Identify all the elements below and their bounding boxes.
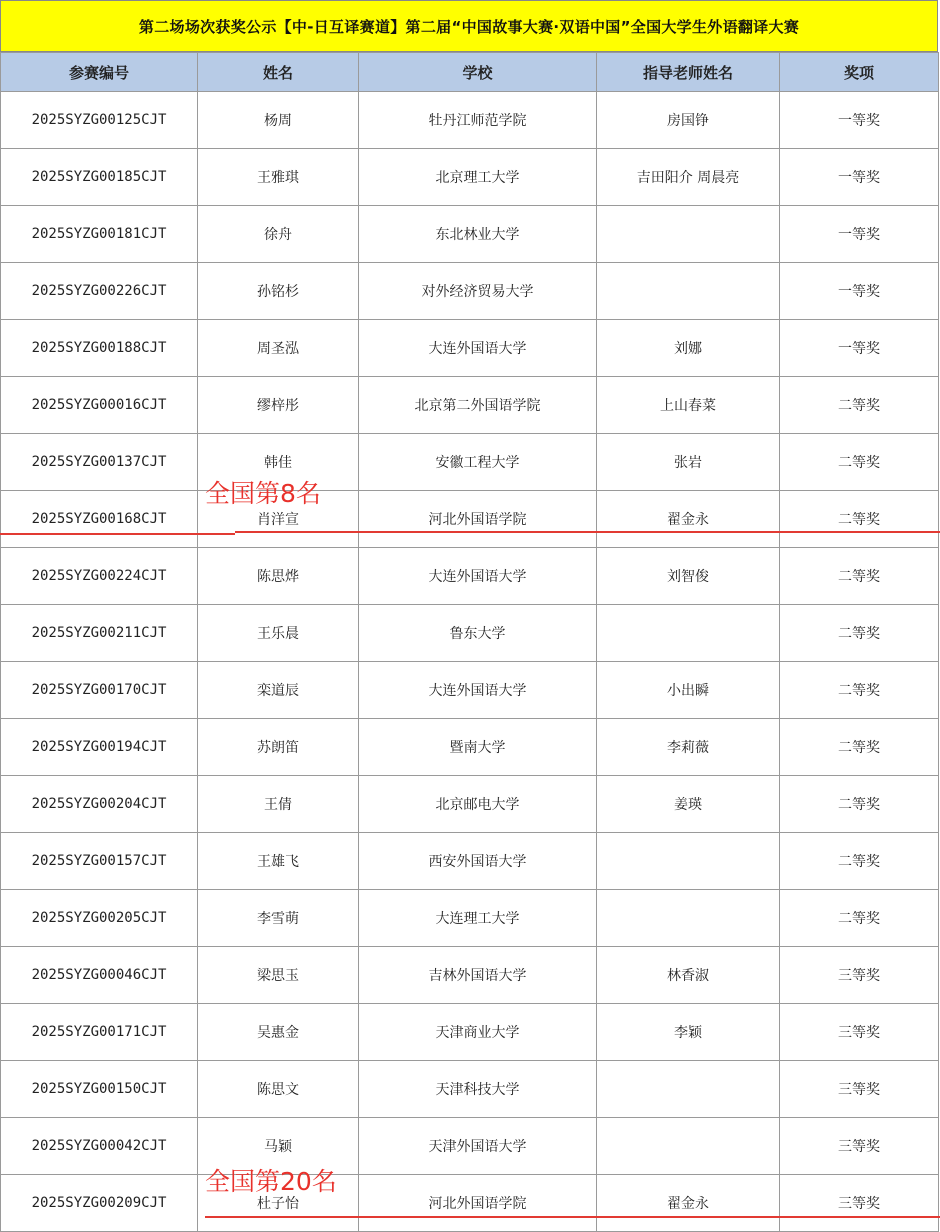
- advisor-cell: [597, 263, 780, 320]
- table-row: [1, 92, 939, 149]
- advisor-cell: 李颖: [597, 1004, 780, 1061]
- table-row: [1, 263, 939, 320]
- name-cell: 肖洋宣: [198, 491, 359, 548]
- advisor-cell: 翟金永: [597, 1175, 780, 1232]
- award-cell: 一等奖: [780, 263, 939, 320]
- award-cell: 二等奖: [780, 776, 939, 833]
- award-cell: 二等奖: [780, 890, 939, 947]
- name-cell: 陈思烨: [198, 548, 359, 605]
- name-cell: 韩佳: [198, 434, 359, 491]
- award-cell: 一等奖: [780, 206, 939, 263]
- name-cell: 杨周: [198, 92, 359, 149]
- school-cell: 暨南大学: [359, 719, 597, 776]
- award-cell: 三等奖: [780, 1118, 939, 1175]
- school-cell: 北京邮电大学: [359, 776, 597, 833]
- advisor-cell: 姜瑛: [597, 776, 780, 833]
- entry-id-cell: 2025SYZG00226CJT: [1, 263, 198, 320]
- table-row: [1, 1004, 939, 1061]
- table-row: [1, 434, 939, 491]
- name-cell: 周圣泓: [198, 320, 359, 377]
- rank-8-underline-right: [235, 531, 940, 533]
- entry-id-cell: 2025SYZG00205CJT: [1, 890, 198, 947]
- entry-id-cell: 2025SYZG00224CJT: [1, 548, 198, 605]
- table-row: [1, 149, 939, 206]
- award-cell: 一等奖: [780, 320, 939, 377]
- rank-8-underline-left: [0, 533, 235, 535]
- school-cell: 河北外国语学院: [359, 1175, 597, 1232]
- award-cell: 二等奖: [780, 377, 939, 434]
- column-header-name: 姓名: [198, 53, 359, 92]
- name-cell: 孙铭杉: [198, 263, 359, 320]
- advisor-cell: 房国铮: [597, 92, 780, 149]
- name-cell: 陈思文: [198, 1061, 359, 1118]
- school-cell: 吉林外国语大学: [359, 947, 597, 1004]
- entry-id-cell: 2025SYZG00125CJT: [1, 92, 198, 149]
- entry-id-cell: 2025SYZG00211CJT: [1, 605, 198, 662]
- advisor-cell: 吉田阳介 周晨亮: [597, 149, 780, 206]
- name-cell: 吴惠金: [198, 1004, 359, 1061]
- table-row: [1, 1061, 939, 1118]
- table-row: [1, 377, 939, 434]
- table-row: [1, 833, 939, 890]
- column-header-advisor: 指导老师姓名: [597, 53, 780, 92]
- table-row: [1, 206, 939, 263]
- entry-id-cell: 2025SYZG00171CJT: [1, 1004, 198, 1061]
- table-row: [1, 719, 939, 776]
- entry-id-cell: 2025SYZG00209CJT: [1, 1175, 198, 1232]
- name-cell: 王雄飞: [198, 833, 359, 890]
- advisor-cell: [597, 890, 780, 947]
- advisor-cell: 刘智俊: [597, 548, 780, 605]
- name-cell: 苏朗笛: [198, 719, 359, 776]
- award-cell: 二等奖: [780, 719, 939, 776]
- advisor-cell: [597, 1061, 780, 1118]
- entry-id-cell: 2025SYZG00188CJT: [1, 320, 198, 377]
- school-cell: 北京第二外国语学院: [359, 377, 597, 434]
- award-cell: 一等奖: [780, 92, 939, 149]
- table-row: [1, 320, 939, 377]
- advisor-cell: 刘娜: [597, 320, 780, 377]
- table-row: [1, 947, 939, 1004]
- school-cell: 牡丹江师范学院: [359, 92, 597, 149]
- name-cell: 李雪萌: [198, 890, 359, 947]
- entry-id-cell: 2025SYZG00137CJT: [1, 434, 198, 491]
- award-cell: 三等奖: [780, 947, 939, 1004]
- name-cell: 马颖: [198, 1118, 359, 1175]
- school-cell: 大连外国语大学: [359, 320, 597, 377]
- advisor-cell: [597, 206, 780, 263]
- entry-id-cell: 2025SYZG00168CJT: [1, 491, 198, 548]
- entry-id-cell: 2025SYZG00181CJT: [1, 206, 198, 263]
- award-cell: 三等奖: [780, 1175, 939, 1232]
- entry-id-cell: 2025SYZG00042CJT: [1, 1118, 198, 1175]
- table-row: [1, 491, 939, 548]
- table-row: [1, 605, 939, 662]
- entry-id-cell: 2025SYZG00194CJT: [1, 719, 198, 776]
- award-cell: 三等奖: [780, 1004, 939, 1061]
- entry-id-cell: 2025SYZG00185CJT: [1, 149, 198, 206]
- entry-id-cell: 2025SYZG00046CJT: [1, 947, 198, 1004]
- rank-20-underline: [205, 1216, 940, 1218]
- advisor-cell: 翟金永: [597, 491, 780, 548]
- school-cell: 天津外国语大学: [359, 1118, 597, 1175]
- entry-id-cell: 2025SYZG00150CJT: [1, 1061, 198, 1118]
- column-header-school: 学校: [359, 53, 597, 92]
- award-table: [0, 52, 939, 1232]
- advisor-cell: 小出瞬: [597, 662, 780, 719]
- school-cell: 北京理工大学: [359, 149, 597, 206]
- school-cell: 河北外国语学院: [359, 491, 597, 548]
- school-cell: 安徽工程大学: [359, 434, 597, 491]
- table-row: [1, 548, 939, 605]
- award-cell: 二等奖: [780, 434, 939, 491]
- award-cell: 二等奖: [780, 548, 939, 605]
- table-row: [1, 662, 939, 719]
- name-cell: 王雅琪: [198, 149, 359, 206]
- name-cell: 缪梓彤: [198, 377, 359, 434]
- announcement-title: 第二场场次获奖公示【中-日互译赛道】第二届“中国故事大赛·双语中国”全国大学生外语翻译大赛: [0, 0, 938, 52]
- table-row: [1, 776, 939, 833]
- award-cell: 二等奖: [780, 833, 939, 890]
- entry-id-cell: 2025SYZG00204CJT: [1, 776, 198, 833]
- advisor-cell: [597, 1118, 780, 1175]
- award-cell: 三等奖: [780, 1061, 939, 1118]
- school-cell: 大连外国语大学: [359, 548, 597, 605]
- school-cell: 大连理工大学: [359, 890, 597, 947]
- column-header-award: 奖项: [780, 53, 939, 92]
- entry-id-cell: 2025SYZG00157CJT: [1, 833, 198, 890]
- table-row: [1, 890, 939, 947]
- school-cell: 鲁东大学: [359, 605, 597, 662]
- advisor-cell: [597, 833, 780, 890]
- name-cell: 徐舟: [198, 206, 359, 263]
- school-cell: 西安外国语大学: [359, 833, 597, 890]
- rank-8-annotation: 全国第8名: [205, 479, 321, 508]
- school-cell: 天津商业大学: [359, 1004, 597, 1061]
- award-cell: 一等奖: [780, 149, 939, 206]
- entry-id-cell: 2025SYZG00170CJT: [1, 662, 198, 719]
- name-cell: 梁思玉: [198, 947, 359, 1004]
- school-cell: 天津科技大学: [359, 1061, 597, 1118]
- advisor-cell: 张岩: [597, 434, 780, 491]
- award-cell: 二等奖: [780, 662, 939, 719]
- award-cell: 二等奖: [780, 491, 939, 548]
- advisor-cell: 李莉薇: [597, 719, 780, 776]
- advisor-cell: [597, 605, 780, 662]
- school-cell: 东北林业大学: [359, 206, 597, 263]
- advisor-cell: 上山春菜: [597, 377, 780, 434]
- advisor-cell: 林香淑: [597, 947, 780, 1004]
- school-cell: 对外经济贸易大学: [359, 263, 597, 320]
- name-cell: 王倩: [198, 776, 359, 833]
- entry-id-cell: 2025SYZG00016CJT: [1, 377, 198, 434]
- name-cell: 王乐晨: [198, 605, 359, 662]
- award-cell: 二等奖: [780, 605, 939, 662]
- name-cell: 栾道辰: [198, 662, 359, 719]
- table-row: [1, 1118, 939, 1175]
- table-body: [1, 92, 939, 1232]
- name-cell: 杜子怡: [198, 1175, 359, 1232]
- table-row: [1, 1175, 939, 1232]
- rank-20-annotation: 全国第20名: [205, 1167, 337, 1196]
- column-header-entry-id: 参赛编号: [1, 53, 198, 92]
- school-cell: 大连外国语大学: [359, 662, 597, 719]
- table-header-row: [1, 53, 939, 92]
